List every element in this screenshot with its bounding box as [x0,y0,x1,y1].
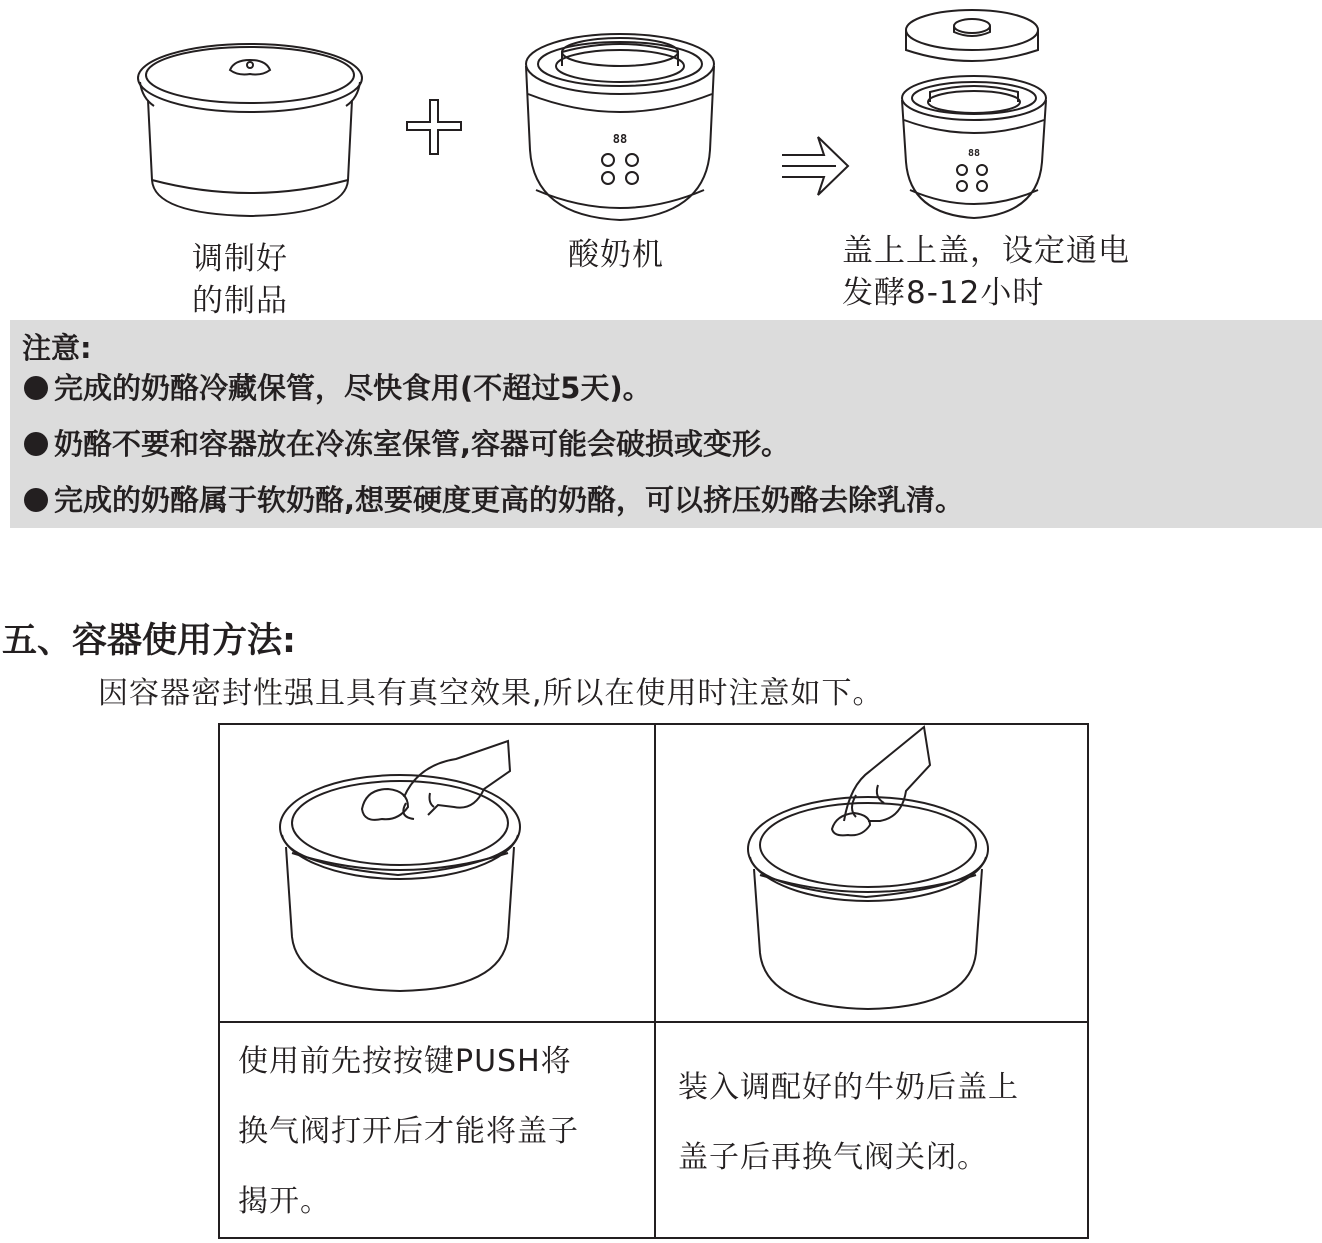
grid-divider-horizontal [220,1021,1087,1023]
sealed-container-icon [134,38,366,222]
machine-display: 88 [612,132,628,146]
usage-grid [218,723,1089,1239]
double-arrow-right-icon [780,133,850,199]
caption-prepared-product: 调制好 的制品 [192,241,288,319]
section-title: 五、容器使用方法: [2,621,296,661]
notice-title: 注意: [22,331,92,365]
hand-pressing-valve-icon [278,737,524,995]
panel-right-text: 装入调配好的牛奶后盖上 盖子后再换气阀关闭。 [678,1070,1019,1175]
machine-lid-display: 88 [967,148,981,159]
caption-yogurt-maker: 酸奶机 [568,237,664,273]
yogurt-maker-with-lid-icon [900,6,1050,222]
notice-item: 完成的奶酪冷藏保管，尽快食用(不超过5天)。 [24,366,652,407]
bullet-icon [24,432,48,456]
bullet-icon [24,488,48,512]
yogurt-maker-icon [522,30,718,230]
plus-icon [405,98,465,158]
bullet-icon [24,376,48,400]
section-intro: 因容器密封性强且具有真空效果,所以在使用时注意如下。 [98,676,884,711]
grid-divider-vertical [654,725,656,1237]
notice-item: 奶酪不要和容器放在冷冻室保管,容器可能会破损或变形。 [24,422,790,463]
panel-left-text: 使用前先按按键PUSH将 换气阀打开后才能将盖子 揭开。 [238,1044,579,1219]
caption-cover-and-ferment: 盖上上盖，设定通电 发酵8-12小时 [842,233,1130,311]
notice-box [10,320,1322,528]
hand-closing-valve-icon [746,725,998,1011]
notice-item: 完成的奶酪属于软奶酪,想要硬度更高的奶酪，可以挤压奶酪去除乳清。 [24,478,964,519]
